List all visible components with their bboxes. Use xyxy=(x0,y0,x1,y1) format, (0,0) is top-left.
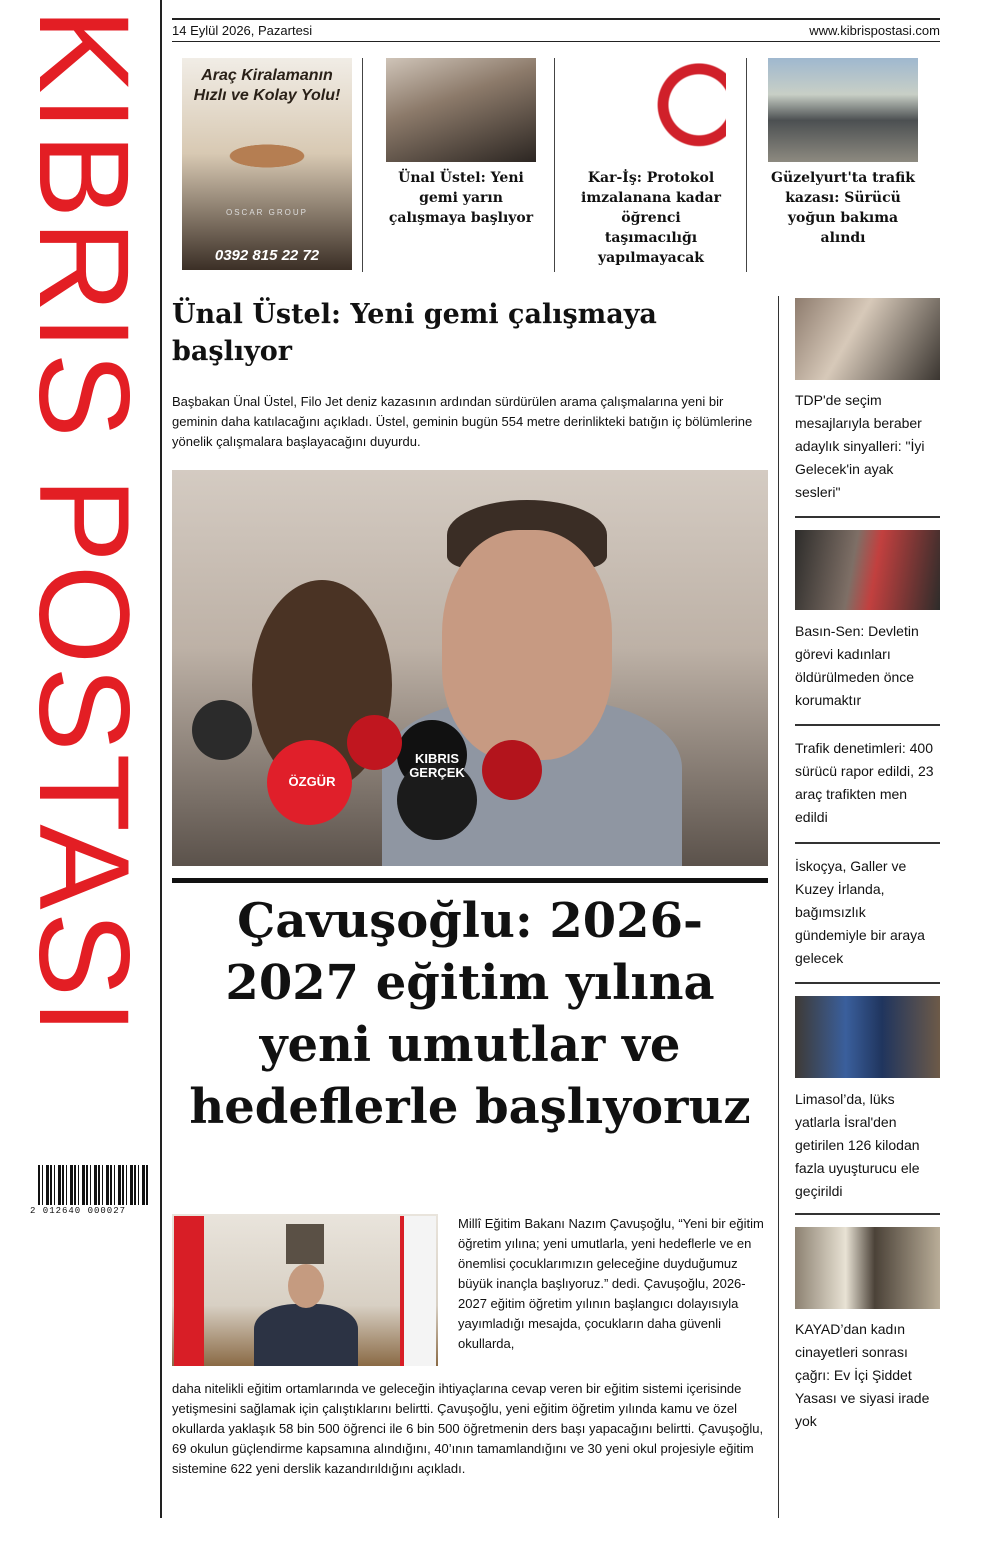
top-story-3[interactable] xyxy=(768,58,918,248)
section-divider xyxy=(172,878,768,883)
microphone-icon xyxy=(482,740,542,800)
sidebar-story-5[interactable]: Limasol’da, lüks yatlarla İsral'den getirilen 126 kilodan fazla uyuşturucu ele geçirildi xyxy=(795,1091,920,1199)
top-story-1-photo xyxy=(386,58,536,162)
lead-story-text: Başbakan Ünal Üstel, Filo Jet deniz kazasının ardından sürdürülen arama çalışmalarına yeni bir geminin daha katılacağını açıkladı. Üstel, geminin bugün 554 metre derinlikteki batığın iç bölümlerine yönelik çalışmalara başlayacağını duyurdu. xyxy=(172,394,753,449)
trnc-flag-icon xyxy=(400,1216,436,1366)
top-stories-strip xyxy=(172,50,940,272)
turkey-flag-icon xyxy=(174,1216,204,1366)
minister-suit xyxy=(254,1304,358,1366)
car-rental-ad[interactable] xyxy=(182,58,352,270)
sidebar-divider xyxy=(795,516,940,518)
sidebar-divider xyxy=(795,842,940,844)
top-story-3-caption: Güzelyurt'ta trafik kazası: Sürücü yoğun bakıma alındı xyxy=(771,170,915,246)
handshake-key-image xyxy=(202,136,332,176)
top-story-1-caption: Ünal Üstel: Yeni gemi yarın çalışmaya başlıyor xyxy=(388,170,534,226)
top-story-3-photo xyxy=(768,58,918,162)
sidebar-divider xyxy=(795,982,940,984)
strip-divider xyxy=(362,58,363,272)
sidebar-story-5-photo xyxy=(795,996,940,1078)
strip-divider xyxy=(746,58,747,272)
ad-headline: Araç Kiralamanın Hızlı ve Kolay Yolu! xyxy=(193,67,341,104)
masthead-title: KIBRIS POSTASI xyxy=(12,8,155,1037)
sidebar-divider xyxy=(778,296,779,1518)
ad-phone-number: 0392 815 22 72 xyxy=(214,247,320,264)
main-headline[interactable]: Çavuşoğlu: 2026-2027 eğitim yılına yeni umutlar ve hedeflerle başlıyoruz xyxy=(189,893,751,1135)
minister-face xyxy=(288,1264,324,1308)
sidebar-story-2-photo xyxy=(795,530,940,610)
microphone-icon xyxy=(347,715,402,770)
portrait-frame xyxy=(286,1224,324,1264)
photo-face xyxy=(442,530,612,760)
top-story-2[interactable] xyxy=(576,58,726,268)
website-link[interactable]: www.kibrispostasi.com xyxy=(809,23,940,38)
sidebar-story-1[interactable]: TDP'de seçim mesajlarıyla beraber adaylık sinyalleri: "İyi Gelecek'in ayak sesleri" xyxy=(795,392,925,500)
sidebar-story-4[interactable]: İskoçya, Galler ve Kuzey İrlanda, bağımsızlık gündemiyle bir araya gelecek xyxy=(795,858,925,966)
top-story-1[interactable] xyxy=(386,58,536,228)
mic-label: ÖZGÜR xyxy=(288,774,336,789)
sidebar-divider xyxy=(795,1213,940,1215)
top-story-2-caption: Kar-İş: Protokol imzalanana kadar öğrenci taşımacılığı yapılmayacak xyxy=(581,170,721,266)
sidebar-story-6-photo xyxy=(795,1227,940,1309)
barcode-number: 2 012640 000027 xyxy=(30,1206,127,1216)
masthead xyxy=(0,0,160,1210)
ad-brand-logo: OSCAR GROUP xyxy=(225,208,308,217)
minister-photo xyxy=(172,1214,438,1366)
main-story-text: daha nitelikli eğitim ortamlarında ve geleceğin ihtiyaçlarına cevap veren bir eğitim sistemi içerisinde yetişmesini sağlamak için çalıştıklarını belirtti. Çavuşoğlu, yeni eğitim öğretim yılında kamu ve özel okullarda yaklaşık 58 bin 500 öğrenci ile 6 bin 500 öğretmenin ders başı yapacağını belirtti. Çavuşoğlu, 69 okulun güçlendirme kapsamına alındığını, 40’ının tamamlandığını ve 30 yeni okul projesiyle eğitim sistemine 622 yeni derslik kazandırıldığını açıkladı. xyxy=(172,1381,764,1476)
sidebar-story-3[interactable]: Trafik denetimleri: 400 sürücü rapor edildi, 23 araç trafikten men edildi xyxy=(795,740,934,825)
sidebar-story-6[interactable]: KAYAD’dan kadın cinayetleri sonrası çağrı: Ev İçi Şiddet Yasası ve siyasi irade yok xyxy=(795,1321,930,1429)
issue-date: 14 Eylül 2026, Pazartesi xyxy=(172,23,313,38)
sidebar-story-2[interactable]: Basın-Sen: Devletin görevi kadınları öldürülmeden önce korumaktır xyxy=(795,623,919,708)
main-story-text-column: Millî Eğitim Bakanı Nazım Çavuşoğlu, “Yeni bir eğitim öğretim yılına; yeni umutlarla, yeni hedeflerle ve en önemlisi çocuklarımızın geleceğine duyduğumuz büyük inançla başlıyoruz.” dedi. Çavuşoğlu, 2026-2027 eğitim öğretim yılının başlangıcı dolayısıyla yayımladığı mesajda, çocukların daha güvenli okullarda, xyxy=(458,1216,764,1351)
sidebar-divider xyxy=(795,724,940,726)
microphone-icon xyxy=(192,700,252,760)
strip-divider xyxy=(554,58,555,272)
date-bar xyxy=(172,18,940,42)
masthead-divider xyxy=(160,0,162,1518)
lead-story-headline[interactable]: Ünal Üstel: Yeni gemi çalışmaya başlıyor xyxy=(172,299,657,367)
sidebar-story-1-photo xyxy=(795,298,940,380)
mic-label: KIBRIS GERÇEK xyxy=(409,751,465,780)
barcode xyxy=(38,1165,150,1205)
top-story-2-photo xyxy=(576,58,726,162)
lead-story-photo xyxy=(172,470,768,866)
